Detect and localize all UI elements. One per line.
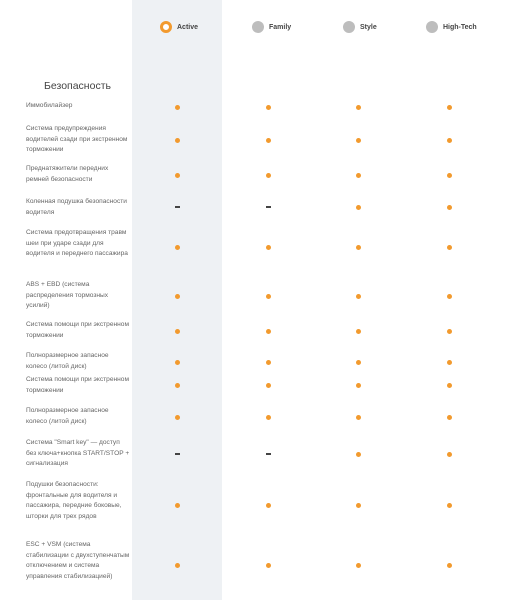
included-dot-icon (444, 135, 454, 145)
trim-label: Family (269, 23, 292, 31)
dot-mark (356, 360, 361, 365)
trim-option-style[interactable] (343, 17, 377, 37)
feature-label: Система помощи при экстренном торможении (26, 376, 129, 394)
not-available-dash-icon (263, 449, 273, 459)
included-dot-icon (353, 102, 363, 112)
included-dot-icon (444, 326, 454, 336)
feature-label: Полноразмерное запасное колесо (литой диск) (26, 352, 109, 370)
trim-option-family[interactable] (252, 17, 291, 37)
feature-label: Полноразмерное запасное колесо (литой диск) (26, 407, 109, 425)
dot-mark (356, 173, 361, 178)
dot-mark (356, 205, 361, 210)
feature-label: Система помощи при экстренном торможении (26, 321, 129, 339)
dot-mark (356, 415, 361, 420)
dot-mark (175, 360, 180, 365)
dot-mark (356, 294, 361, 299)
included-dot-icon (172, 500, 182, 510)
trim-label: Style (360, 23, 377, 31)
feature-label: Система "Smart key" — доступ без ключа+кнопка START/STOP + сигнализация (26, 439, 130, 468)
feature-label: Преднатяжители передних ремней безопасности (26, 165, 109, 183)
dot-mark (266, 383, 271, 388)
feature-label: Подушки безопасности: фронтальные для водителя и пассажира, передние боковые, шторки для трех рядов (26, 481, 122, 520)
dot-mark (356, 563, 361, 568)
included-dot-icon (353, 380, 363, 390)
dot-mark (175, 138, 180, 143)
dot-mark (266, 360, 271, 365)
included-dot-icon (353, 357, 363, 367)
included-dot-icon (444, 357, 454, 367)
included-dot-icon (172, 170, 182, 180)
trim-option-high-tech[interactable] (426, 17, 477, 37)
dot-mark (447, 452, 452, 457)
dot-mark (266, 105, 271, 110)
included-dot-icon (353, 170, 363, 180)
feature-label: Иммобилайзер (26, 102, 73, 109)
feature-label: ABS + EBD (система распределения тормозных усилий) (26, 281, 109, 310)
feature-label: Система предупреждения водителей сзади при экстренном торможении (26, 125, 128, 154)
dot-mark (447, 415, 452, 420)
included-dot-icon (353, 135, 363, 145)
dot-mark (175, 105, 180, 110)
radio-unselected-icon (252, 21, 264, 33)
dot-mark (175, 173, 180, 178)
dot-mark (447, 563, 452, 568)
dot-mark (447, 173, 452, 178)
dash-mark (175, 453, 180, 454)
included-dot-icon (263, 170, 273, 180)
included-dot-icon (263, 560, 273, 570)
trim-label: Active (177, 23, 199, 31)
dot-mark (447, 245, 452, 250)
included-dot-icon (263, 500, 273, 510)
included-dot-icon (444, 500, 454, 510)
dot-mark (447, 294, 452, 299)
dash-mark (175, 206, 180, 207)
dot-mark (356, 329, 361, 334)
included-dot-icon (444, 291, 454, 301)
dot-mark (356, 245, 361, 250)
included-dot-icon (172, 380, 182, 390)
dot-mark (447, 360, 452, 365)
dot-mark (175, 245, 180, 250)
feature-label: Коленная подушка безопасности водителя (26, 198, 127, 216)
included-dot-icon (263, 380, 273, 390)
included-dot-icon (353, 291, 363, 301)
dot-mark (175, 415, 180, 420)
dot-mark (447, 138, 452, 143)
dash-mark (266, 453, 271, 454)
not-available-dash-icon (172, 449, 182, 459)
radio-unselected-icon (426, 21, 438, 33)
not-available-dash-icon (263, 202, 273, 212)
included-dot-icon (444, 170, 454, 180)
dot-mark (175, 563, 180, 568)
dot-mark (447, 205, 452, 210)
dot-mark (447, 503, 452, 508)
included-dot-icon (263, 357, 273, 367)
included-dot-icon (444, 380, 454, 390)
dot-mark (266, 294, 271, 299)
dot-mark (266, 173, 271, 178)
dot-mark (266, 245, 271, 250)
dot-mark (356, 383, 361, 388)
included-dot-icon (444, 560, 454, 570)
radio-unselected-icon (343, 21, 355, 33)
dot-mark (266, 563, 271, 568)
dot-mark (447, 383, 452, 388)
dot-mark (175, 503, 180, 508)
dot-mark (356, 452, 361, 457)
trim-option-active[interactable] (160, 17, 198, 37)
included-dot-icon (353, 560, 363, 570)
included-dot-icon (444, 202, 454, 212)
dot-mark (266, 329, 271, 334)
included-dot-icon (263, 291, 273, 301)
dot-mark (447, 105, 452, 110)
dot-mark (266, 503, 271, 508)
included-dot-icon (263, 412, 273, 422)
dot-mark (175, 329, 180, 334)
dot-mark (356, 503, 361, 508)
included-dot-icon (444, 449, 454, 459)
dot-mark (175, 294, 180, 299)
radio-selected-icon (160, 21, 172, 33)
included-dot-icon (172, 291, 182, 301)
included-dot-icon (444, 102, 454, 112)
included-dot-icon (444, 242, 454, 252)
included-dot-icon (172, 135, 182, 145)
included-dot-icon (353, 449, 363, 459)
included-dot-icon (172, 242, 182, 252)
trim-selector (0, 0, 518, 60)
feature-label: ESC + VSM (система стабилизации с двухступенчатым отключением и система управления стабилизацией) (26, 541, 130, 580)
dot-mark (447, 329, 452, 334)
included-dot-icon (353, 412, 363, 422)
dot-mark (175, 383, 180, 388)
included-dot-icon (172, 412, 182, 422)
included-dot-icon (172, 326, 182, 336)
included-dot-icon (353, 242, 363, 252)
included-dot-icon (353, 326, 363, 336)
dot-mark (266, 138, 271, 143)
included-dot-icon (263, 135, 273, 145)
dash-mark (266, 206, 271, 207)
section-title: Безопасность (44, 80, 111, 92)
included-dot-icon (263, 102, 273, 112)
included-dot-icon (172, 102, 182, 112)
included-dot-icon (263, 242, 273, 252)
dot-mark (356, 105, 361, 110)
not-available-dash-icon (172, 202, 182, 212)
trim-label: High-Tech (443, 23, 477, 31)
feature-label: Система предотвращения травм шеи при ударе сзади для водителя и переднего пассажира (26, 229, 128, 258)
included-dot-icon (353, 202, 363, 212)
included-dot-icon (172, 357, 182, 367)
included-dot-icon (444, 412, 454, 422)
included-dot-icon (353, 500, 363, 510)
included-dot-icon (263, 326, 273, 336)
dot-mark (266, 415, 271, 420)
dot-mark (356, 138, 361, 143)
included-dot-icon (172, 560, 182, 570)
